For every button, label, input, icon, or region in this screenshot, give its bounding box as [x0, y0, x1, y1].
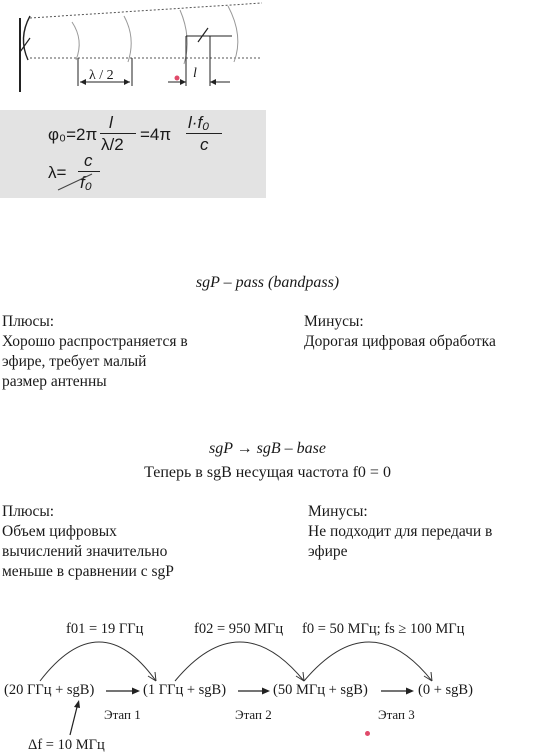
base-cons-text: Не подходит для передачи в эфире: [308, 523, 493, 560]
strike-mark: [56, 172, 96, 192]
pointer-dot: [365, 731, 370, 736]
base-section-title: sgP → sgB – base: [208, 440, 327, 457]
pass-section-title: sgP – pass (bandpass): [195, 274, 340, 291]
top-label-1: f01 = 19 ГГц: [66, 621, 144, 637]
pass-pros-text: Хорошо распространяется в эфире, требует малый размер антенны: [2, 333, 188, 390]
phi0-lhs: φ₀=2π: [48, 125, 98, 144]
node-2: (1 ГГц + sgB): [143, 682, 227, 698]
top-label-2: f02 = 950 МГц: [194, 621, 284, 637]
stage-3-label: Этап 3: [378, 707, 415, 722]
stage-2-label: Этап 2: [235, 707, 272, 722]
pass-cons-label: Минусы:: [304, 313, 364, 330]
phi0-frac2-bar: [186, 133, 222, 134]
phi0-frac1-den: λ/2: [101, 135, 124, 154]
base-pros: [2, 502, 272, 582]
base-section-subtitle: Теперь в sgB несущая частота f0 = 0: [144, 464, 391, 481]
half-wavelength-label: λ / 2: [89, 68, 114, 83]
base-pros-text: Объем цифровых вычислений значительно меньше в сравнении с sgP: [2, 523, 174, 580]
phi0-frac1-num: l: [109, 113, 113, 132]
frequency-conversion-pipeline: [0, 605, 535, 756]
length-label: l: [193, 66, 197, 81]
top-label-3: f0 = 50 МГц; fs ≥ 100 МГц: [302, 621, 465, 637]
lambda-num: c: [84, 151, 93, 170]
lambda-lhs: λ=: [48, 163, 67, 182]
pass-pros-label: Плюсы:: [2, 313, 55, 330]
pass-cons-text: Дорогая цифровая обработка: [304, 333, 496, 350]
base-pros-label: Плюсы:: [2, 503, 55, 520]
base-cons-label: Минусы:: [308, 503, 368, 520]
bandwidth-label: Δf = 10 МГц: [28, 737, 105, 753]
node-3: (50 МГц + sgB): [273, 682, 368, 698]
pass-cons: [304, 312, 534, 352]
node-1: (20 ГГц + sgB): [4, 682, 95, 698]
stage-1-label: Этап 1: [104, 707, 141, 722]
phi0-frac2-num: l·f₀: [188, 113, 210, 132]
phi0-mid: =4π: [140, 125, 172, 144]
node-4: (0 + sgB): [418, 682, 473, 698]
pass-pros: [2, 312, 272, 392]
lambda-den: f₀: [80, 173, 92, 192]
formula-box: [0, 110, 266, 198]
phi0-frac1-bar: [100, 133, 136, 134]
antenna-wave-diagram: [0, 0, 270, 110]
phi0-frac2-den: c: [200, 135, 209, 154]
base-cons: [308, 502, 534, 562]
